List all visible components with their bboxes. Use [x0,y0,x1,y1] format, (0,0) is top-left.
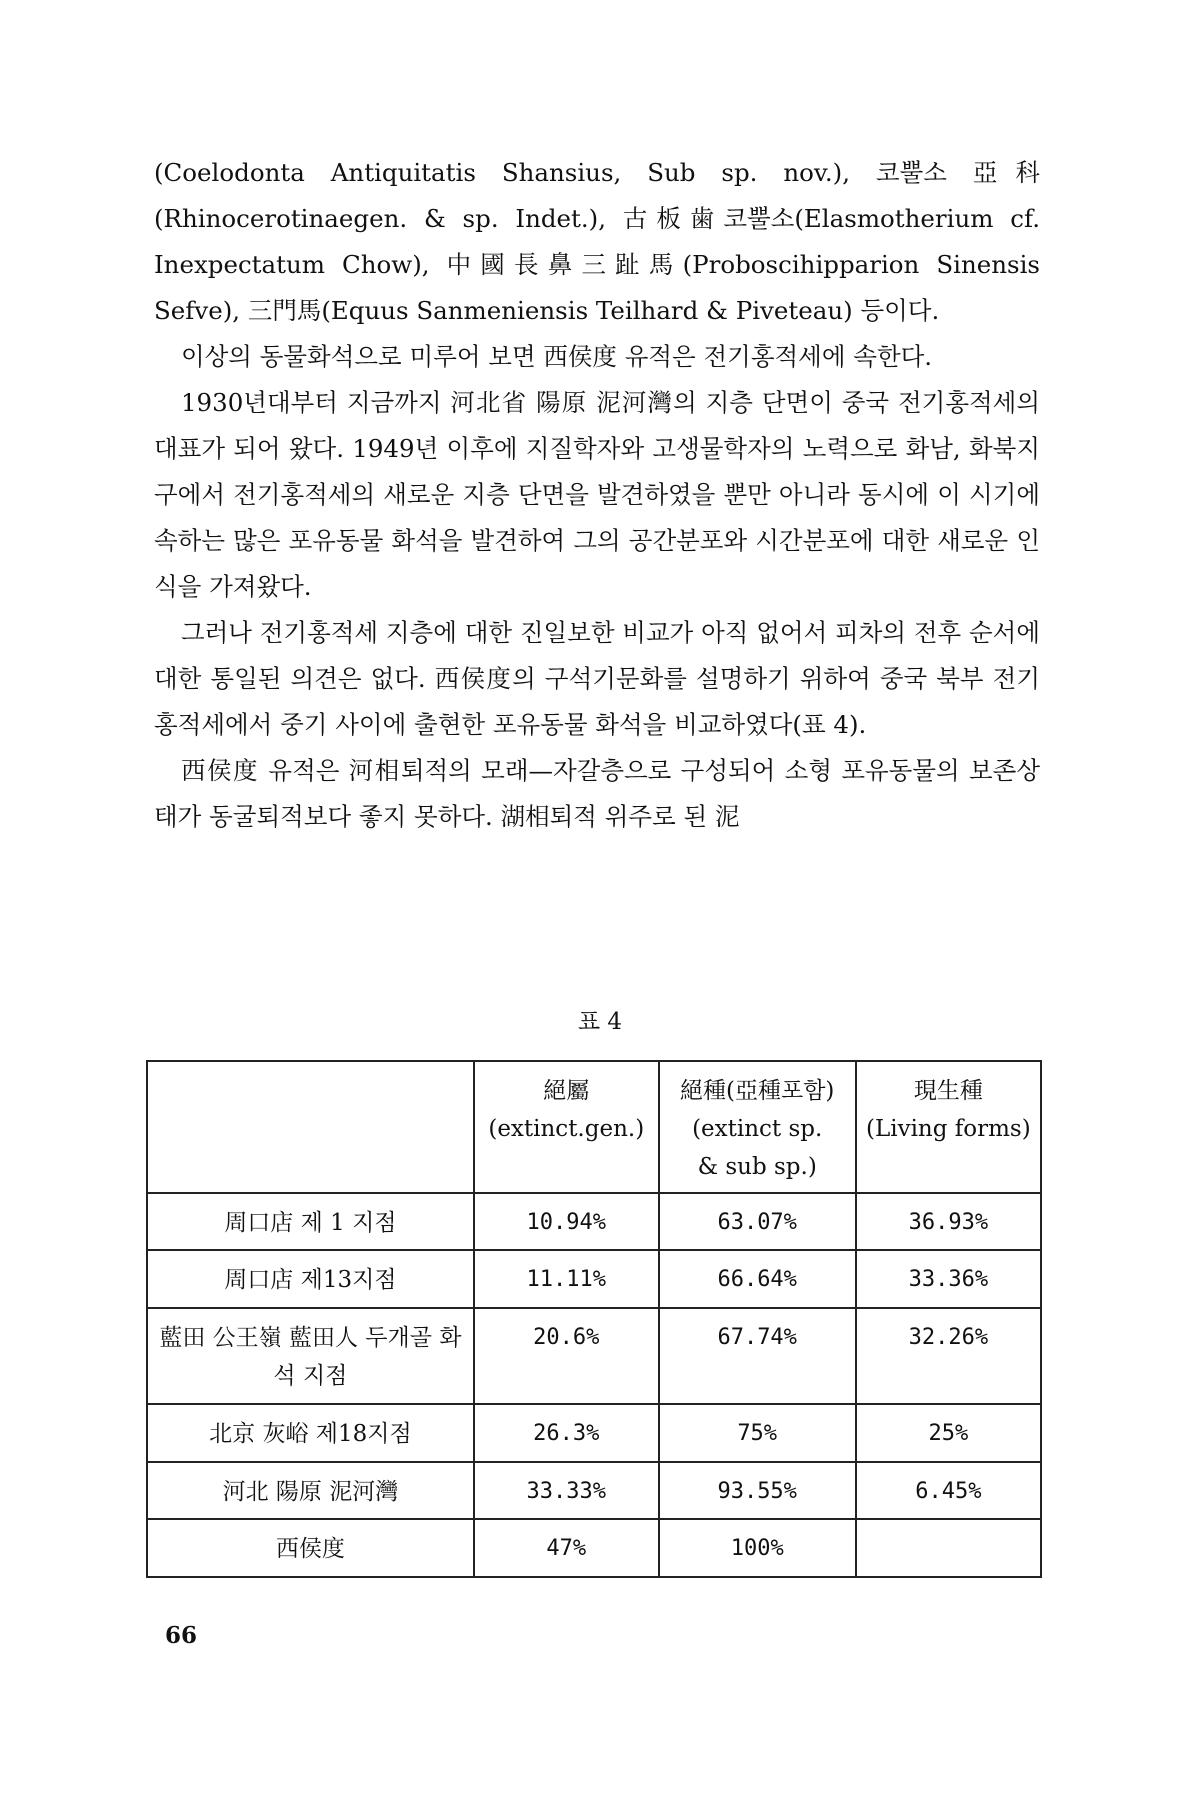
row-living: 6.45% [856,1462,1041,1519]
header-extinct-genus-l1: 絕屬 [543,1078,590,1104]
row-site: 西侯度 [147,1519,474,1577]
header-extinct-species-l3: & sub sp.) [697,1154,817,1180]
row-site: 周口店 제13지점 [147,1250,474,1307]
table-row [147,1193,1041,1250]
table-row [147,1519,1041,1577]
paragraph-1: (Coelodonta Antiquitatis Shansius, Sub sp. nov.), 코뿔소 亞科 (Rhinocerotinaegen. & sp. Indet.), 古板歯코뿔소(Elasmotherium cf. Inexpectatum Chow), 中國長鼻三趾馬(Proboscihipparion Sinensis Sefve), 三門馬(Equus Sanmeniensis Teilhard & Piveteau) 등이다. [154,158,1040,325]
row-extinct-species: 67.74% [659,1308,856,1405]
row-living: 36.93% [856,1193,1041,1250]
table-row [147,1404,1041,1461]
header-extinct-genus [474,1061,659,1193]
row-living: 25% [856,1404,1041,1461]
row-extinct-species: 63.07% [659,1193,856,1250]
body-text [154,150,1040,840]
row-extinct-species: 93.55% [659,1462,856,1519]
row-extinct-genus: 33.33% [474,1462,659,1519]
row-site: 北京 灰峪 제18지점 [147,1404,474,1461]
row-extinct-genus: 26.3% [474,1404,659,1461]
paragraph-2: 이상의 동물화석으로 미루어 보면 西侯度 유적은 전기홍적세에 속한다. [180,342,933,371]
row-site: 河北 陽原 泥河灣 [147,1462,474,1519]
header-living-forms-l2: (Living forms) [865,1116,1031,1142]
header-extinct-species-l1: 絕種(亞種포함) [680,1078,835,1104]
paragraph-5: 西侯度 유적은 河相퇴적의 모래—자갈층으로 구성되어 소형 포유동물의 보존상태가 동굴퇴적보다 좋지 못하다. 湖相퇴적 위주로 된 泥 [154,756,1040,831]
fauna-comparison-table [146,1060,1042,1578]
row-extinct-genus: 20.6% [474,1308,659,1405]
row-living: 32.26% [856,1308,1041,1405]
row-extinct-species: 66.64% [659,1250,856,1307]
header-living-forms [856,1061,1041,1193]
row-living: 33.36% [856,1250,1041,1307]
paragraph-3: 1930년대부터 지금까지 河北省 陽原 泥河灣의 지층 단면이 중국 전기홍적세의 대표가 되어 왔다. 1949년 이후에 지질학자와 고생물학자의 노력으로 화남, 화북지구에서 전기홍적세의 새로운 지층 단면을 발견하였을 뿐만 아니라 동시에 이 시기에 속하는 많은 포유동물 화석을 발견하여 그의 공간분포와 시간분포에 대한 새로운 인식을 가져왔다. [154,388,1040,601]
header-extinct-species [659,1061,856,1193]
table-header-row [147,1061,1041,1193]
row-extinct-species: 100% [659,1519,856,1577]
header-blank-cell [147,1061,474,1193]
table-caption: 표 4 [577,1009,623,1035]
row-living [856,1519,1041,1577]
row-extinct-genus: 11.11% [474,1250,659,1307]
table-row [147,1250,1041,1307]
page-number: 66 [165,1622,198,1649]
row-site: 周口店 제 1 지점 [147,1193,474,1250]
header-extinct-species-l2: (extinct sp. [692,1116,823,1142]
paragraph-4: 그러나 전기홍적세 지층에 대한 진일보한 비교가 아직 없어서 피차의 전후 순서에 대한 통일된 의견은 없다. 西侯度의 구석기문화를 설명하기 위하여 중국 북부 전기홍적세에서 중기 사이에 출현한 포유동물 화석을 비교하였다(표 4). [154,618,1040,739]
row-extinct-genus: 10.94% [474,1193,659,1250]
header-extinct-genus-l2: (extinct.gen.) [488,1116,645,1142]
table-row [147,1462,1041,1519]
row-site: 藍田 公王嶺 藍田人 두개골 화석 지점 [147,1308,474,1405]
row-extinct-species: 75% [659,1404,856,1461]
header-living-forms-l1: 現生種 [913,1078,983,1104]
row-extinct-genus: 47% [474,1519,659,1577]
table-row [147,1308,1041,1405]
